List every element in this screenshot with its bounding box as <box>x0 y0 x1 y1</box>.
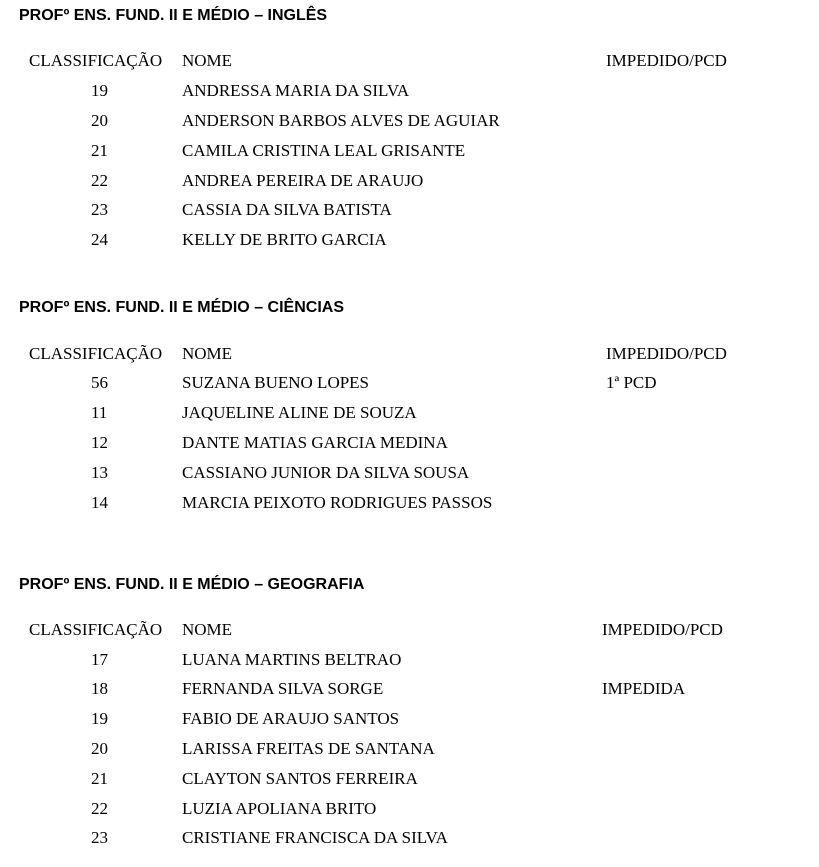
section-title-ciencias: PROFº ENS. FUND. II E MÉDIO – CIÊNCIAS <box>19 299 344 316</box>
header-classificacao: CLASSIFICAÇÃO <box>29 620 163 639</box>
table-row <box>0 79 819 103</box>
table-row <box>0 491 819 515</box>
table-row <box>0 737 819 761</box>
table-row <box>0 371 819 395</box>
table-row <box>0 169 819 193</box>
candidate-name: KELLY DE BRITO GARCIA <box>182 230 387 249</box>
candidate-name: CRISTIANE FRANCISCA DA SILVA <box>182 828 448 847</box>
candidate-name: CAMILA CRISTINA LEAL GRISANTE <box>182 141 466 160</box>
header-nome: NOME <box>182 344 233 363</box>
classification-number: 56 <box>91 373 108 392</box>
candidate-name: JAQUELINE ALINE DE SOUZA <box>182 403 417 422</box>
classification-number: 14 <box>91 493 108 512</box>
table-row <box>0 401 819 425</box>
table-row <box>0 826 819 850</box>
candidate-name: ANDERSON BARBOS ALVES DE AGUIAR <box>182 111 500 130</box>
classification-number: 19 <box>91 709 108 728</box>
header-nome: NOME <box>182 51 233 70</box>
header-impedido-pcd: IMPEDIDO/PCD <box>606 51 727 70</box>
header-impedido-pcd: IMPEDIDO/PCD <box>602 620 723 639</box>
candidate-name: DANTE MATIAS GARCIA MEDINA <box>182 433 448 452</box>
table-row <box>0 228 819 252</box>
table-row <box>0 648 819 672</box>
candidate-name: LARISSA FREITAS DE SANTANA <box>182 739 435 758</box>
classification-number: 23 <box>91 200 108 219</box>
candidate-name: ANDRESSA MARIA DA SILVA <box>182 81 410 100</box>
impedido-pcd-status: IMPEDIDA <box>602 679 686 698</box>
classification-number: 12 <box>91 433 108 452</box>
classification-number: 22 <box>91 799 108 818</box>
candidate-name: LUANA MARTINS BELTRAO <box>182 650 402 669</box>
candidate-name: CLAYTON SANTOS FERREIRA <box>182 769 418 788</box>
classification-number: 24 <box>91 230 108 249</box>
candidate-name: FABIO DE ARAUJO SANTOS <box>182 709 400 728</box>
section-title-ingles: PROFº ENS. FUND. II E MÉDIO – INGLÊS <box>19 7 328 24</box>
classification-number: 18 <box>91 679 108 698</box>
classification-number: 11 <box>91 403 108 422</box>
classification-number: 23 <box>91 828 108 847</box>
candidate-name: CASSIANO JUNIOR DA SILVA SOUSA <box>182 463 470 482</box>
table-header <box>0 342 819 366</box>
section-title-geografia: PROFº ENS. FUND. II E MÉDIO – GEOGRAFIA <box>19 576 365 593</box>
classification-number: 21 <box>91 769 108 788</box>
table-header <box>0 49 819 73</box>
classification-number: 20 <box>91 739 108 758</box>
table-row <box>0 431 819 455</box>
table-header <box>0 618 819 642</box>
table-row <box>0 677 819 701</box>
impedido-pcd-status: 1ª PCD <box>606 373 657 392</box>
table-row <box>0 109 819 133</box>
classification-number: 19 <box>91 81 108 100</box>
classification-number: 20 <box>91 111 108 130</box>
classification-number: 13 <box>91 463 108 482</box>
header-nome: NOME <box>182 620 233 639</box>
table-row <box>0 767 819 791</box>
candidate-name: LUZIA APOLIANA BRITO <box>182 799 377 818</box>
table-row <box>0 797 819 821</box>
table-row <box>0 139 819 163</box>
candidate-name: ANDREA PEREIRA DE ARAUJO <box>182 171 424 190</box>
table-row <box>0 707 819 731</box>
classification-number: 21 <box>91 141 108 160</box>
classification-number: 17 <box>91 650 108 669</box>
table-row <box>0 461 819 485</box>
classification-number: 22 <box>91 171 108 190</box>
table-row <box>0 198 819 222</box>
candidate-name: MARCIA PEIXOTO RODRIGUES PASSOS <box>182 493 493 512</box>
candidate-name: CASSIA DA SILVA BATISTA <box>182 200 392 219</box>
header-classificacao: CLASSIFICAÇÃO <box>29 51 163 70</box>
candidate-name: SUZANA BUENO LOPES <box>182 373 370 392</box>
header-classificacao: CLASSIFICAÇÃO <box>29 344 163 363</box>
candidate-name: FERNANDA SILVA SORGE <box>182 679 384 698</box>
header-impedido-pcd: IMPEDIDO/PCD <box>606 344 727 363</box>
